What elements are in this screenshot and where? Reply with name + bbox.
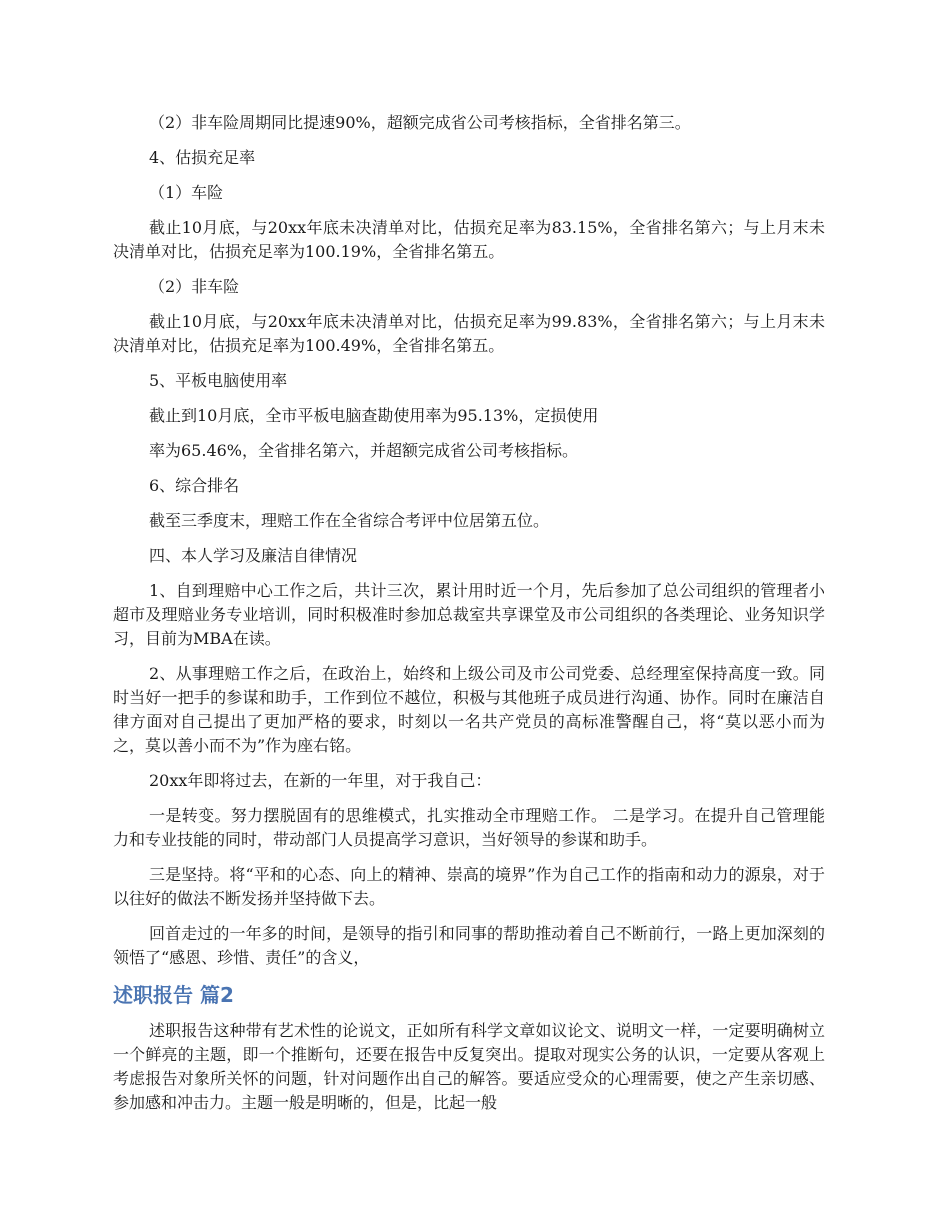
document-body [113,111,825,1115]
paragraph: 率为65.46%，全省排名第六，并超额完成省公司考核指标。 [149,441,579,460]
paragraph: 截止10月底，与20xx年底未决清单对比，估损充足率为83.15%，全省排名第六；与上月末未决清单对比，估损充足率为100.19%，全省排名第五。 [113,218,825,261]
paragraph: 截止10月底，与20xx年底未决清单对比，估损充足率为99.83%，全省排名第六；与上月末未决清单对比，估损充足率为100.49%，全省排名第五。 [113,312,825,355]
paragraph: （2）非车险 [149,277,240,296]
paragraph: （1）车险 [149,183,224,202]
paragraph: 述职报告这种带有艺术性的论说文，正如所有科学文章如议论文、说明文一样，一定要明确树立一个鲜亮的主题，即一个推断句，还要在报告中反复突出。提取对现实公务的认识，一定要从客观上考虑报告对象所关怀的问题，针对问题作出自己的解答。要适应受众的心理需要，使之产生亲切感、参加感和冲击力。主题一般是明晰的，但是，比起一般 [113,1021,825,1112]
paragraph: 5、平板电脑使用率 [149,371,288,390]
paragraph: 截至三季度末，理赔工作在全省综合考评中位居第五位。 [149,511,550,530]
paragraph: 截止到10月底，全市平板电脑查勘使用率为95.13%，定损使用 [149,406,599,425]
section-heading: 述职报告 篇2 [113,983,234,1007]
paragraph: 一是转变。努力摆脱固有的思维模式，扎实推动全市理赔工作。 二是学习。在提升自己管理能力和专业技能的同时，带动部门人员提高学习意识，当好领导的参谋和助手。 [113,806,825,849]
paragraph: （2）非车险周期同比提速90%，超额完成省公司考核指标，全省排名第三。 [149,113,691,132]
paragraph: 20xx年即将过去，在新的一年里，对于我自己： [149,771,492,790]
paragraph: 2、从事理赔工作之后，在政治上，始终和上级公司及市公司党委、总经理室保持高度一致。同时当好一把手的参谋和助手，工作到位不越位，积极与其他班子成员进行沟通、协作。同时在廉洁自律方面对自己提出了更加严格的要求，时刻以一名共产党员的高标准警醒自己，将“莫以恶小而为之，莫以善小而不为”作为座右铭。 [113,664,825,755]
paragraph: 1、自到理赔中心工作之后，共计三次，累计用时近一个月，先后参加了总公司组织的管理者小超市及理赔业务专业培训，同时积极准时参加总裁室共享课堂及市公司组织的各类理论、业务知识学习，目前为MBA在读。 [113,581,825,648]
paragraph: 三是坚持。将“平和的心态、向上的精神、崇高的境界”作为自己工作的指南和动力的源泉，对于以往好的做法不断发扬并坚持做下去。 [113,865,825,908]
paragraph: 4、估损充足率 [149,148,256,167]
paragraph: 四、本人学习及廉洁自律情况 [149,546,358,565]
paragraph: 回首走过的一年多的时间，是领导的指引和同事的帮助推动着自己不断前行，一路上更加深刻的领悟了“感恩、珍惜、责任”的含义， [113,924,825,967]
paragraph: 6、综合排名 [149,476,240,495]
